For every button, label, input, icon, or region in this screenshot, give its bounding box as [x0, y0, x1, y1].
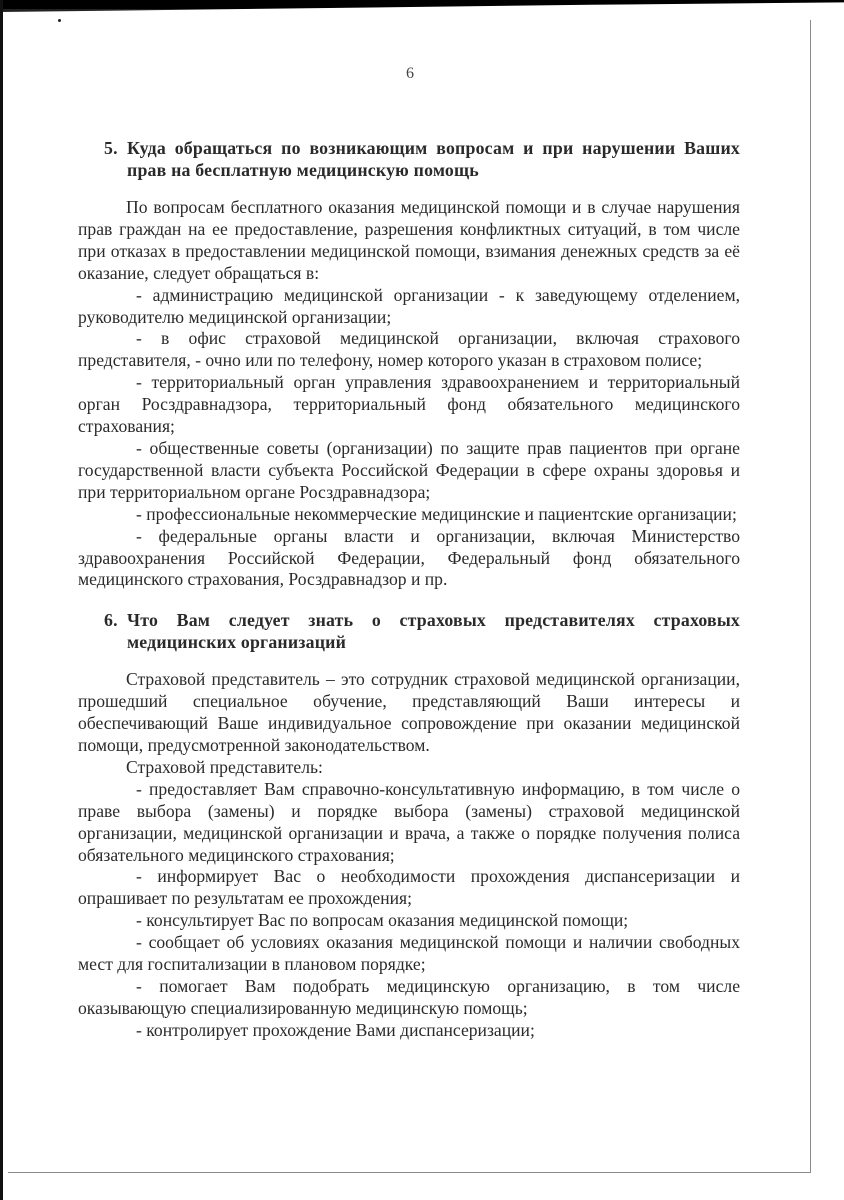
section-5-heading: [78, 138, 740, 181]
list-item: - профессиональные некоммерческие медицинские и пациентские организации;: [136, 503, 737, 524]
list-item: - сообщает об условиях оказания медицинской помощи и наличии свободных мест для госпитализации в плановом порядке;: [78, 932, 740, 975]
section-5-intro: По вопросам бесплатного оказания медицинской помощи и в случае нарушения прав граждан на ее предоставление, разрешения конфликтных ситуаций, в том числе при отказах в предоставлении медицинской помощи, взимания денежных средств за её оказание, следует обращаться в:: [78, 197, 740, 283]
section-6-title: Что Вам следует знать о страховых представителях страховых медицинских организаций: [127, 610, 740, 652]
list-item: - помогает Вам подобрать медицинскую организацию, в том числе оказывающую специализированную медицинскую помощь;: [78, 976, 740, 1018]
section-5-number: 5.: [104, 138, 118, 158]
scan-speck: [58, 19, 61, 22]
page-frame-right: [810, 20, 811, 1173]
document-body: [78, 138, 740, 1042]
page-number: 6: [406, 65, 414, 82]
list-item: - администрацию медицинской организации - к заведующему отделением, руководителю медицинской организации;: [78, 284, 740, 327]
section-6-heading: [78, 610, 740, 653]
page-frame-bottom: [8, 1172, 811, 1173]
section-5-title: Куда обращаться по возникающим вопросам и при нарушении Ваших прав на бесплатную медицинскую помощь: [127, 138, 740, 180]
scan-edge-top: [0, 0, 844, 12]
section-6-lead: Страховой представитель:: [126, 756, 323, 777]
list-item: - федеральные органы власти и организации, включая Министерство здравоохранения Российской Федерации, Федеральный фонд обязательного медицинского страхования, Росздравнадзор и пр.: [78, 525, 740, 590]
list-item: - в офис страховой медицинской организации, включая страхового представителя, - очно или по телефону, номер которого указан в страховом полисе;: [78, 328, 740, 371]
section-6-intro: Страховой представитель – это сотрудник страховой медицинской организации, прошедший специальное обучение, представляющий Ваши интересы и обеспечивающий Ваше индивидуальное сопровождение при оказании медицинской помощи, предусмотренной законодательством.: [78, 669, 740, 756]
section-5: [78, 138, 740, 591]
section-6-number: 6.: [104, 610, 118, 631]
scan-edge-left: [0, 0, 3, 1200]
list-item: - информирует Вас о необходимости прохождения диспансеризации и опрашивает по результатам ее прохождения;: [78, 866, 740, 909]
list-item: - предоставляет Вам справочно-консультативную информацию, в том числе о праве выбора (замены) и порядке выбора (замены) страховой медицинской организации, медицинской организации и врача, а также о порядке получения полиса обязательного медицинского страхования;: [78, 778, 740, 865]
list-item: - общественные советы (организации) по защите прав пациентов при органе государственной власти субъекта Российской Федерации в сфере охраны здоровья и при территориальном органе Росздравнадзора;: [78, 437, 740, 502]
section-6: [78, 610, 740, 1041]
list-item: - консультирует Вас по вопросам оказания медицинской помощи;: [136, 910, 629, 931]
list-item: - контролирует прохождение Вами диспансеризации;: [136, 1019, 535, 1040]
list-item: - территориальный орган управления здравоохранением и территориальный орган Росздравнадзора, территориальный фонд обязательного медицинского страхования;: [78, 372, 740, 437]
